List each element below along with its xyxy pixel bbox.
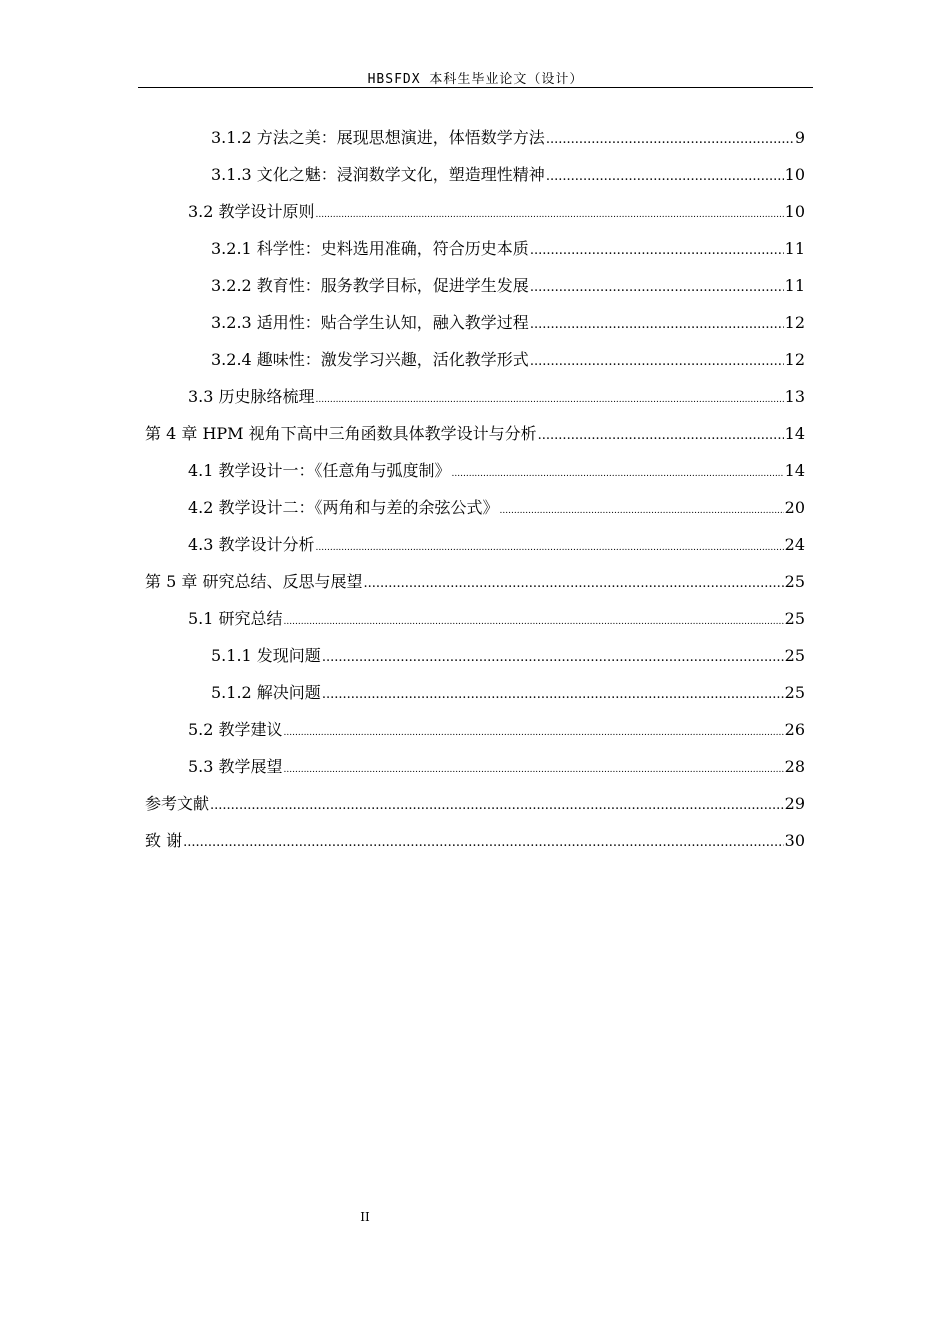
toc-entry-page-number: 30 [784,831,805,850]
toc-entry[interactable] [188,458,805,482]
toc-entry-title: 3.2 教学设计原则 [188,202,315,221]
toc-entry-title: 5.1.2 解决问题 [211,683,321,702]
toc-entry-page-number: 13 [784,387,805,406]
toc-dot-leader [322,687,784,702]
toc-entry-title: 5.3 教学展望 [188,757,283,776]
toc-dot-leader [284,765,784,775]
toc-entry-page-number: 26 [784,720,805,739]
toc-entry-title: 4.1 教学设计一：《任意角与弧度制》 [188,461,451,480]
toc-dot-leader [530,317,784,332]
toc-entry-page-number: 11 [784,276,805,295]
toc-entry[interactable] [211,236,805,260]
toc-dot-leader [316,210,784,220]
toc-entry[interactable] [211,643,805,667]
toc-dot-leader [322,650,784,665]
toc-entry[interactable] [211,347,805,371]
running-header: HBSFDX 本科生毕业论文（设计） [367,72,584,87]
toc-entry-page-number: 29 [784,794,805,813]
toc-dot-leader [500,506,784,516]
toc-entry[interactable] [188,717,805,741]
toc-entry[interactable] [145,791,805,815]
toc-entry-page-number: 20 [784,498,805,517]
toc-entry[interactable] [188,199,805,223]
toc-entry-page-number: 24 [784,535,805,554]
toc-dot-leader [452,469,784,479]
toc-entry[interactable] [188,754,805,778]
toc-entry[interactable] [145,828,805,852]
toc-entry[interactable] [145,569,805,593]
toc-entry[interactable] [211,125,805,149]
toc-entry-page-number: 12 [784,313,805,332]
toc-entry[interactable] [188,606,805,630]
toc-entry[interactable] [211,273,805,297]
toc-entry-page-number: 10 [784,165,805,184]
toc-entry-title: 3.2.2 教育性：服务教学目标，促进学生发展 [211,276,529,295]
toc-entry-page-number: 25 [784,683,805,702]
toc-entry[interactable] [188,384,805,408]
toc-entry[interactable] [211,680,805,704]
toc-entry-title: 3.2.3 适用性：贴合学生认知，融入教学过程 [211,313,529,332]
toc-dot-leader [530,280,784,295]
toc-entry-title: 5.1 研究总结 [188,609,283,628]
toc-entry-title: 致 谢 [145,831,183,850]
toc-entry[interactable] [211,162,805,186]
toc-entry[interactable] [211,310,805,334]
toc-dot-leader [363,576,783,591]
toc-entry-page-number: 10 [784,202,805,221]
toc-dot-leader [546,132,794,147]
toc-entry-title: 第 5 章 研究总结、反思与展望 [145,572,363,591]
toc-entry-page-number: 14 [784,424,805,443]
toc-entry-page-number: 25 [784,572,805,591]
toc-entry-title: 3.2.1 科学性：史料选用准确，符合历史本质 [211,239,529,258]
toc-entry-title: 第 4 章 HPM 视角下高中三角函数具体教学设计与分析 [145,424,537,443]
toc-entry-page-number: 25 [784,646,805,665]
toc-entry-page-number: 25 [784,609,805,628]
toc-dot-leader [530,354,784,369]
toc-entry-page-number: 14 [784,461,805,480]
toc-entry-title: 4.3 教学设计分析 [188,535,315,554]
page-number: II [360,1210,370,1224]
toc-entry[interactable] [145,421,805,445]
toc-dot-leader [284,728,784,738]
toc-entry-title: 3.1.2 方法之美：展现思想演进，体悟数学方法 [211,128,545,147]
toc-entry[interactable] [188,532,805,556]
header-rule [138,87,813,88]
toc-dot-leader [538,428,784,443]
toc-entry-page-number: 12 [784,350,805,369]
toc-entry-title: 4.2 教学设计二：《两角和与差的余弦公式》 [188,498,499,517]
toc-entry-title: 5.2 教学建议 [188,720,283,739]
toc-entry[interactable] [188,495,805,519]
toc-entry-page-number: 11 [784,239,805,258]
toc-dot-leader [316,543,784,553]
toc-entry-title: 参考文献 [145,794,210,813]
toc-dot-leader [546,169,784,184]
toc-dot-leader [316,395,784,405]
toc-dot-leader [284,617,784,627]
toc-entry-title: 3.3 历史脉络梳理 [188,387,315,406]
toc-entry-page-number: 28 [784,757,805,776]
toc-entry-title: 5.1.1 发现问题 [211,646,321,665]
toc-dot-leader [530,243,784,258]
toc-entry-title: 3.2.4 趣味性：激发学习兴趣，活化教学形式 [211,350,529,369]
toc-entry-title: 3.1.3 文化之魅：浸润数学文化，塑造理性精神 [211,165,545,184]
toc-dot-leader [183,835,784,850]
toc-dot-leader [210,798,784,813]
toc-entry-page-number: 9 [794,128,805,147]
